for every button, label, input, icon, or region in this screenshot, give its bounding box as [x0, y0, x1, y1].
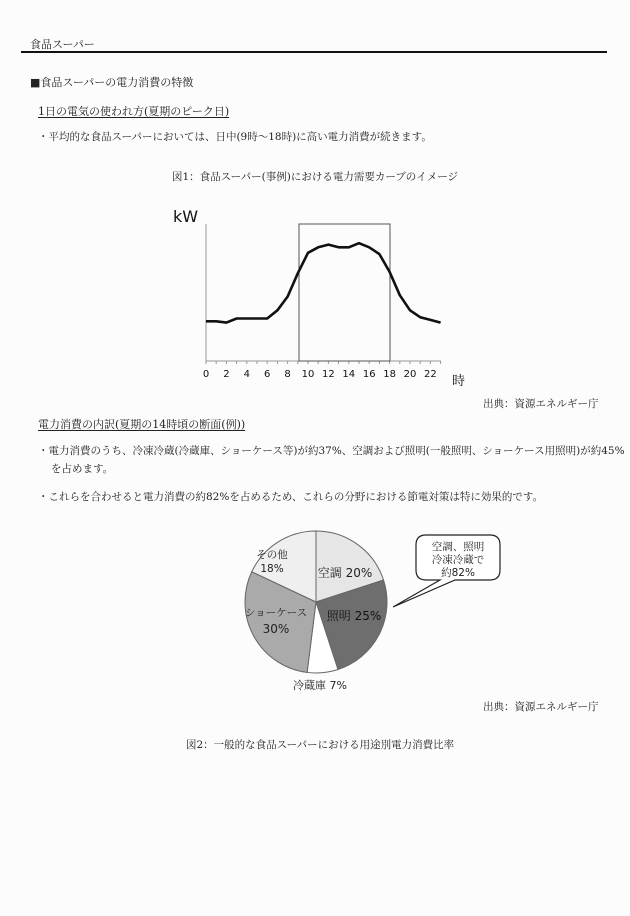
figure1-caption: 図1：食品スーパー(事例)における電力需要カーブのイメージ	[172, 171, 458, 183]
x-tick-label: 12	[322, 369, 335, 380]
label-other-pct: 18%	[260, 563, 284, 575]
x-tick-label: 18	[383, 369, 396, 380]
x-tick-label: 14	[342, 369, 356, 380]
page-header-title: 食品スーパー	[30, 38, 95, 51]
x-tick-label: 2	[223, 369, 230, 380]
x-tick-label: 16	[362, 369, 376, 380]
bullet-total-share: ・これらを合わせると電力消費の約82%を占めるため、これらの分野における節電対策は特に効果的です。	[38, 491, 544, 503]
label-showcase-name: ショーケース	[244, 607, 308, 619]
x-tick-label: 4	[243, 369, 250, 380]
x-tick-label: 22	[424, 369, 437, 380]
label-aircon: 空調 20%	[317, 566, 373, 580]
section-title: ■食品スーパーの電力消費の特徴	[30, 76, 194, 89]
callout-line2: 冷凍冷蔵で	[431, 554, 485, 566]
callout-line1: 空調、照明	[431, 541, 485, 553]
label-refrigerator: 冷蔵庫 7%	[293, 679, 347, 692]
subheading-daily-usage: 1日の電気の使われ方(夏期のピーク日)	[38, 105, 230, 118]
bullet-daily-usage: ・平均的な食品スーパーにおいては、日中(9時〜18時)に高い電力消費が続きます。	[38, 131, 432, 143]
figure2-caption: 図2：一般的な食品スーパーにおける用途別電力消費比率	[186, 739, 455, 751]
x-tick-label: 20	[403, 369, 417, 380]
figure1-source: 出典：資源エネルギー庁	[483, 398, 599, 410]
x-tick-label: 6	[264, 369, 271, 380]
x-tick-label: 8	[284, 369, 291, 380]
x-tick-label: 10	[301, 369, 315, 380]
label-other-name: その他	[256, 549, 288, 561]
x-tick-label: 0	[202, 369, 210, 380]
bullet-breakdown-line1: ・電力消費のうち、冷凍冷蔵(冷蔵庫、ショーケース等)が約37%、空調および照明(一般照明、ショーケース用照明)が約45%	[38, 445, 625, 457]
peak-period-box	[299, 224, 390, 361]
y-axis-label: kW	[173, 207, 199, 226]
figure1-load-curve-chart	[160, 200, 470, 400]
header-rule	[21, 51, 607, 53]
label-lighting: 照明 25%	[326, 609, 382, 623]
callout-line3: 約82%	[441, 567, 475, 579]
figure2-source: 出典：資源エネルギー庁	[483, 701, 599, 713]
figure2-pie-chart	[230, 520, 530, 700]
bullet-breakdown-line2: を占めます。	[51, 463, 114, 475]
subheading-breakdown: 電力消費の内訳(夏期の14時頃の断面(例))	[38, 418, 246, 431]
load-curve-line	[206, 243, 441, 322]
x-axis-label: 時	[452, 374, 466, 389]
label-showcase-pct: 30%	[262, 622, 290, 636]
